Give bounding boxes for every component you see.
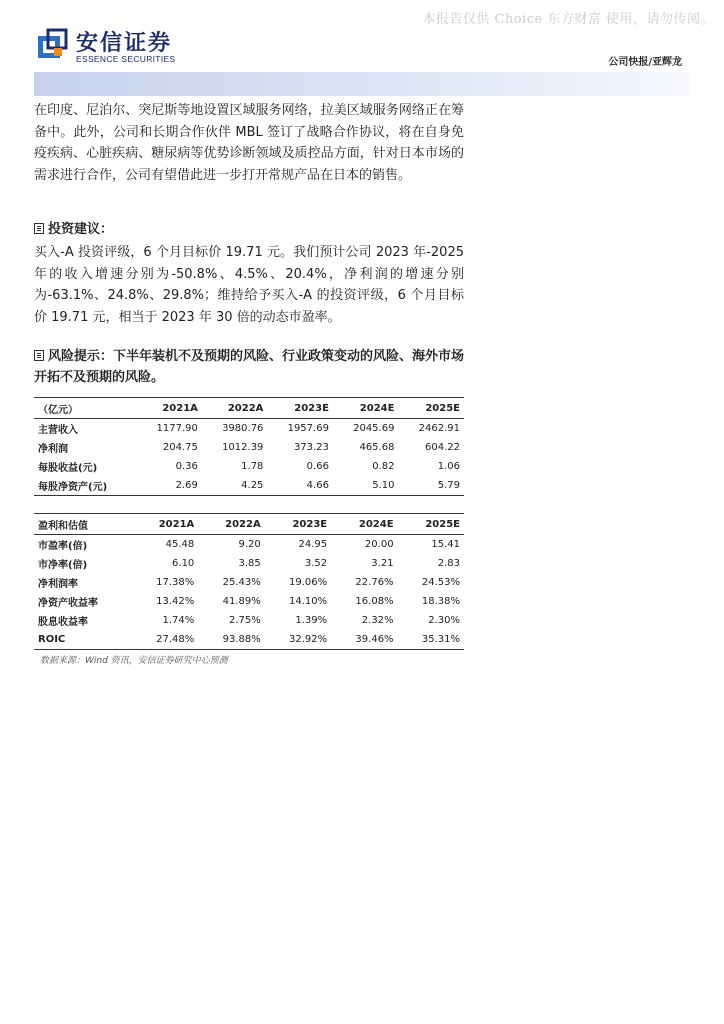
investment-heading [34, 219, 113, 240]
table-cell: 93.88% [222, 634, 261, 645]
table-row [34, 457, 464, 476]
table-cell: 373.23 [293, 442, 329, 453]
table-cell: 2.30% [428, 615, 460, 626]
table-cell: 2.75% [228, 615, 261, 626]
row-label: 市盈率(倍) [38, 541, 88, 552]
table-cell: 465.68 [359, 442, 395, 453]
column-header: 2025E [425, 518, 460, 530]
table-cell: 3.21 [371, 558, 394, 569]
table-cell: 18.38% [421, 596, 460, 607]
table-cell: 17.38% [156, 577, 195, 588]
table-cell: 1012.39 [222, 442, 264, 453]
watermark-text: 本报告仅供 Choice 东方财富 使用，请勿传阅。 [422, 12, 714, 27]
row-label: 净利润 [38, 444, 68, 455]
investment-paragraph: 买入-A 投资评级，6 个月目标价 19.71 元。我们预计公司 2023 年-2025 年的收入增速分别为-50.8%、4.5%、20.4%，净利润的增速分别为-63.1%、24.8%、29.8%；维持给予买入-A 的投资评级，6 个月目标价 19.71 元，相当于 2023 年 30 倍的动态市盈率。 [34, 245, 464, 325]
table-row [34, 438, 464, 457]
table-header-row [34, 514, 464, 535]
table-cell: 1177.90 [156, 423, 198, 434]
data-source-note: 数据来源：Wind 资讯，安信证券研究中心预测 [40, 656, 228, 666]
column-header: 2022A [227, 402, 264, 414]
table-cell: 25.43% [222, 577, 261, 588]
table-cell: 604.22 [425, 442, 460, 453]
table-cell: 41.89% [222, 596, 261, 607]
column-header: 2025E [425, 402, 460, 414]
table-cell: 1957.69 [287, 423, 329, 434]
table-cell: 0.36 [175, 461, 198, 472]
row-label: 市净率(倍) [38, 560, 88, 571]
table-row [34, 554, 464, 573]
column-header: 2021A [162, 402, 198, 414]
table-cell: 1.78 [241, 461, 264, 472]
table-cell: 24.95 [298, 539, 328, 550]
table-cell: 3.85 [238, 558, 261, 569]
table-cell: 27.48% [156, 634, 195, 645]
valuation-table [34, 513, 464, 650]
brand-name-cn: 安信证券 [76, 31, 173, 56]
table-row [34, 573, 464, 592]
document-list-icon [34, 223, 44, 234]
row-label: 每股净资产(元) [38, 482, 108, 493]
table-cell: 1.06 [437, 461, 460, 472]
table-cell: 6.10 [172, 558, 195, 569]
document-list-icon [34, 350, 44, 361]
brand-logo [34, 26, 194, 70]
table-row [34, 592, 464, 611]
risk-heading [34, 346, 474, 388]
table-row [34, 611, 464, 630]
table-cell: 19.06% [289, 577, 328, 588]
table-cell: 45.48 [165, 539, 195, 550]
table-cell: 5.10 [372, 480, 395, 491]
table-cell: 0.66 [306, 461, 329, 472]
table-cell: 1.74% [162, 615, 195, 626]
table-cell: 16.08% [355, 596, 394, 607]
investment-heading-text: 投资建议： [48, 222, 114, 237]
table-cell: 15.41 [431, 539, 460, 550]
financial-summary-table [34, 397, 464, 496]
row-label: 每股收益(元) [38, 463, 98, 474]
column-header: 2023E [292, 518, 328, 530]
table-cell: 2045.69 [353, 423, 395, 434]
intro-paragraph: 在印度、尼泊尔、突尼斯等地设置区域服务网络，拉美区域服务网络正在筹备中。此外，公司和长期合作伙伴 MBL 签订了战略合作协议，将在自身免疫疾病、心脏疾病、糖尿病等优势诊断领域及质控品方面，针对日本市场的需求进行合作，公司有望借此进一步打开常规产品在日本的销售。 [34, 103, 464, 183]
table-cell: 1.39% [295, 615, 328, 626]
table-cell: 2462.91 [418, 423, 460, 434]
column-header: 2024E [358, 518, 394, 530]
table-cell: 22.76% [355, 577, 394, 588]
table-cell: 2.32% [361, 615, 394, 626]
table-cell: 39.46% [355, 634, 394, 645]
column-header: 2023E [294, 402, 329, 414]
table-row [34, 535, 464, 555]
table-header-row [34, 398, 464, 419]
table-row [34, 630, 464, 650]
report-type-label: 公司快报/亚辉龙 [608, 57, 682, 68]
header-banner [34, 72, 690, 96]
table-cell: 13.42% [156, 596, 195, 607]
row-label: 净资产收益率 [38, 598, 98, 609]
table-cell: 2.69 [175, 480, 198, 491]
row-label: 主营收入 [38, 425, 78, 436]
table-row [34, 419, 464, 439]
row-label: 股息收益率 [38, 617, 88, 628]
table-cell: 4.25 [241, 480, 264, 491]
table-cell: 32.92% [289, 634, 328, 645]
table-cell: 4.66 [306, 480, 329, 491]
table-cell: 3980.76 [222, 423, 264, 434]
risk-heading-text: 风险提示：下半年装机不及预期的风险、行业政策变动的风险、海外市场开拓不及预期的风险。 [34, 349, 465, 385]
table-cell: 0.82 [372, 461, 395, 472]
table-cell: 9.20 [238, 539, 261, 550]
logo-mark-icon [34, 28, 68, 62]
table-row [34, 476, 464, 496]
column-header: 2024E [359, 402, 395, 414]
column-header: （亿元） [38, 404, 78, 416]
brand-name-en: ESSENCE SECURITIES [76, 54, 176, 64]
table-cell: 204.75 [162, 442, 198, 453]
column-header: 2021A [158, 518, 195, 530]
table-cell: 20.00 [364, 539, 394, 550]
table-cell: 14.10% [289, 596, 328, 607]
table-cell: 5.79 [437, 480, 460, 491]
table-cell: 2.83 [437, 558, 460, 569]
column-header: 2022A [225, 518, 261, 530]
row-label: 净利润率 [38, 579, 78, 590]
row-label: ROIC [38, 634, 66, 645]
table-cell: 3.52 [304, 558, 328, 569]
table-cell: 35.31% [421, 634, 460, 645]
column-header: 盈利和估值 [38, 520, 88, 532]
table-cell: 24.53% [421, 577, 460, 588]
